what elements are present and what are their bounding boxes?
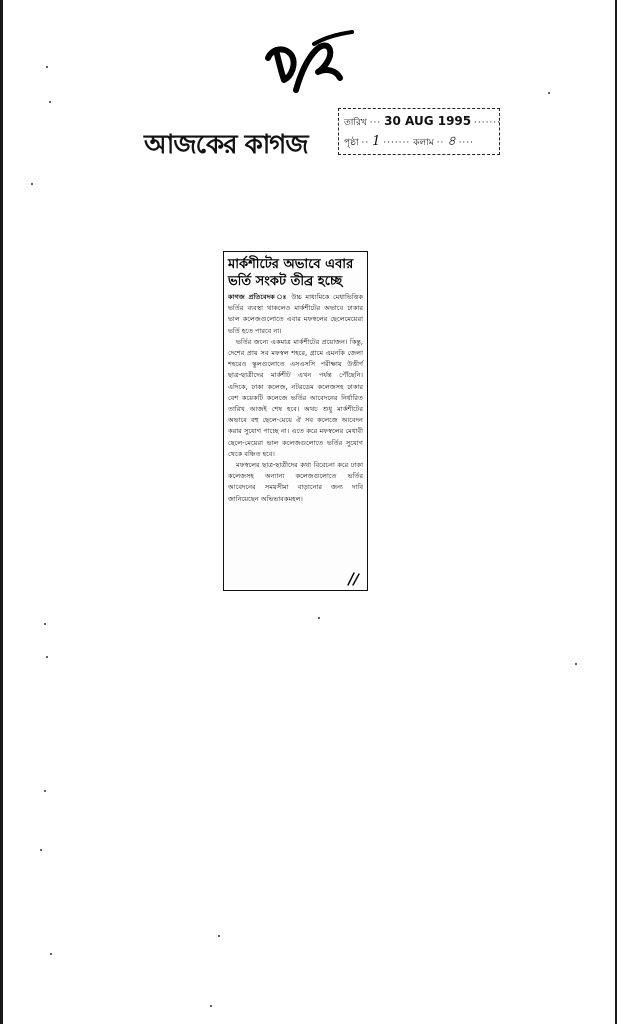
stamp-date-value: 30 AUG 1995 bbox=[384, 114, 472, 128]
scan-speck bbox=[44, 790, 46, 792]
scan-speck bbox=[50, 953, 52, 955]
newspaper-clipping bbox=[223, 251, 368, 591]
article-byline: কাগজ প্রতিবেদক ঃ bbox=[228, 293, 288, 301]
scan-speck bbox=[31, 183, 33, 185]
newspaper-masthead: আজকের কাগজ bbox=[144, 130, 308, 160]
headline-line-1: মার্কশীটের অভাবে এবার bbox=[228, 257, 354, 272]
stamp-date-label: তারিখ bbox=[344, 118, 367, 128]
date-page-column-stamp bbox=[338, 108, 500, 155]
stamp-column-value: ৪ bbox=[447, 134, 456, 149]
scan-speck bbox=[575, 663, 577, 665]
handwritten-tick-mark bbox=[345, 571, 363, 587]
article-paragraph-1-text: উচ্চ মাধ্যমিকে মেধাভিত্তিক ভর্তির ব্যবস্থা থাকলেও মার্কশীটের অভাবে ঢাকার ভাল কলেজগুলোতে এবার মফস্বলের ছেলেমেয়েরা ভর্তি হতে পারবে না। bbox=[228, 293, 363, 335]
scan-speck bbox=[46, 66, 48, 68]
stamp-page-value: 1 bbox=[372, 134, 381, 149]
article-headline bbox=[228, 256, 363, 290]
article-paragraph-1 bbox=[228, 292, 363, 337]
stamp-date-row: তারিখ ··· 30 AUG 1995 ······· bbox=[344, 114, 502, 128]
scan-speck bbox=[218, 935, 220, 937]
scan-speck bbox=[44, 623, 46, 625]
article-body bbox=[228, 292, 363, 505]
article-paragraph-3: মফস্বলের ছাত্র-ছাত্রীদের কথা বিবেচনা করে ঢাকা কলেজসহ অন্যান্য কলেজগুলোতে ভর্তির আবেদনের সময়সীমা বাড়ানোর জন্য দাবি জানিয়েছেন অভিভাবকমহল। bbox=[228, 461, 363, 503]
scan-speck bbox=[46, 656, 48, 658]
stamp-page-label: পৃষ্ঠা bbox=[344, 138, 359, 148]
handwritten-number bbox=[262, 28, 358, 98]
scan-speck bbox=[49, 101, 51, 103]
scan-speck bbox=[40, 849, 42, 851]
stamp-column-label: কলাম bbox=[413, 138, 434, 148]
article-paragraph-2: ভর্তির জন্যে একমাত্র মার্কশীটের প্রয়োজন। কিন্তু, দেশের প্রায় সব মফস্বল শহরে, গ্রামে এমনকি জেলা শহরেও স্কুলগুলোতে এসএসসি পরীক্ষায় উত্তীর্ণ ছাত্র-ছাত্রীদের মার্কশীট এখন পর্যন্ত পৌঁছেনি। এদিকে, ঢাকা কলেজ, নটরডেম কলেজসহ ঢাকার বেশ কয়েকটি কলেজে ভর্তির আবেদনের নির্ধারিত তারিখ আজই শেষ হবে। অথচ শুধু মার্কশীটের অভাবে বহু ছেলে-মেয়ে ঐ সব কলেজে আবেদন করার সুযোগ পাচ্ছে না। এতে করে মফস্বলের মেধাবী ছেলে-মেয়েরা ভাল কলেজগুলোতে ভর্তির সুযোগ থেকে বঞ্চিত হবে। bbox=[228, 337, 363, 458]
scan-speck bbox=[318, 617, 320, 619]
headline-line-2: ভর্তি সংকট তীব্র হচ্ছে bbox=[228, 274, 343, 289]
scan-speck bbox=[548, 92, 550, 94]
scan-edge-left bbox=[0, 0, 3, 1024]
scan-speck bbox=[210, 1005, 212, 1007]
stamp-page-column-row: পৃষ্ঠা ·· 1 ······· কলাম ·· ৪ ···· bbox=[344, 134, 475, 149]
